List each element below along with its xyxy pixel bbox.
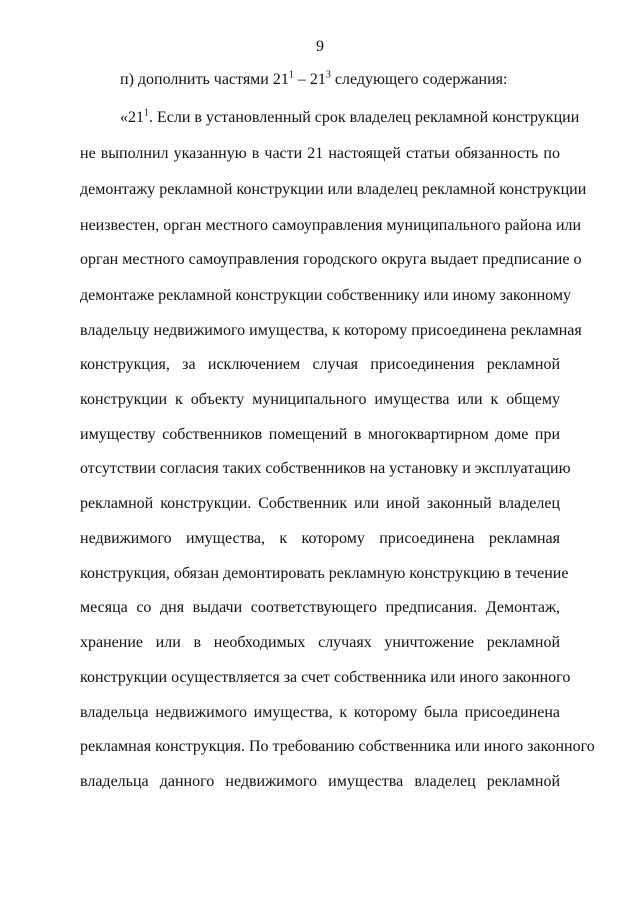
- paragraph-line: демонтаже рекламной конструкции собственнику или иному законному: [80, 287, 571, 304]
- paragraph-line: конструкция, обязан демонтировать рекламную конструкцию в течение: [80, 565, 569, 582]
- paragraph-line: владельца недвижимого имущества, к которому была присоединена: [80, 704, 560, 721]
- paragraph-line: отсутствии согласия таких собственников на установку и эксплуатацию: [80, 460, 571, 477]
- paragraph-line: конструкции осуществляется за счет собственника или иного законного: [80, 669, 571, 686]
- paragraph-line: конструкции к объекту муниципального имущества или к общему: [80, 391, 560, 408]
- paragraph-line: демонтажу рекламной конструкции или владелец рекламной конструкции: [80, 181, 587, 198]
- paragraph-line: имуществу собственников помещений в многоквартирном доме при: [80, 426, 560, 443]
- paragraph-line: не выполнил указанную в части 21 настоящей статьи обязанность по: [80, 145, 560, 162]
- paragraph-line: неизвестен, орган местного самоуправления муниципального района или: [80, 217, 582, 234]
- paragraph-line: рекламной конструкции. Собственник или иной законный владелец: [80, 495, 560, 512]
- paragraph-line: недвижимого имущества, к которому присоединена рекламная: [80, 530, 560, 547]
- paragraph-line: владельца данного недвижимого имущества владелец рекламной: [80, 773, 560, 790]
- page-number: 9: [316, 38, 324, 55]
- paragraph-line: владельцу недвижимого имущества, к которому присоединена рекламная: [80, 322, 582, 339]
- paragraph-line: конструкция, за исключением случая присоединения рекламной: [80, 356, 560, 373]
- paragraph-line: рекламная конструкция. По требованию собственника или иного законного: [80, 738, 595, 755]
- item-p-line: п) дополнить частями $21^1 - 21^3$ следующего содержания:: [120, 69, 508, 88]
- paragraph-line: орган местного самоуправления городского округа выдает предписание о: [80, 251, 582, 268]
- paragraph-line: хранение или в необходимых случаях уничтожение рекламной: [80, 634, 560, 651]
- paragraph-21-1-first-line: «$21^1$. Если в установленный срок владелец рекламной конструкции: [120, 107, 580, 126]
- paragraph-line: месяца со дня выдачи соответствующего предписания. Демонтаж,: [80, 599, 560, 616]
